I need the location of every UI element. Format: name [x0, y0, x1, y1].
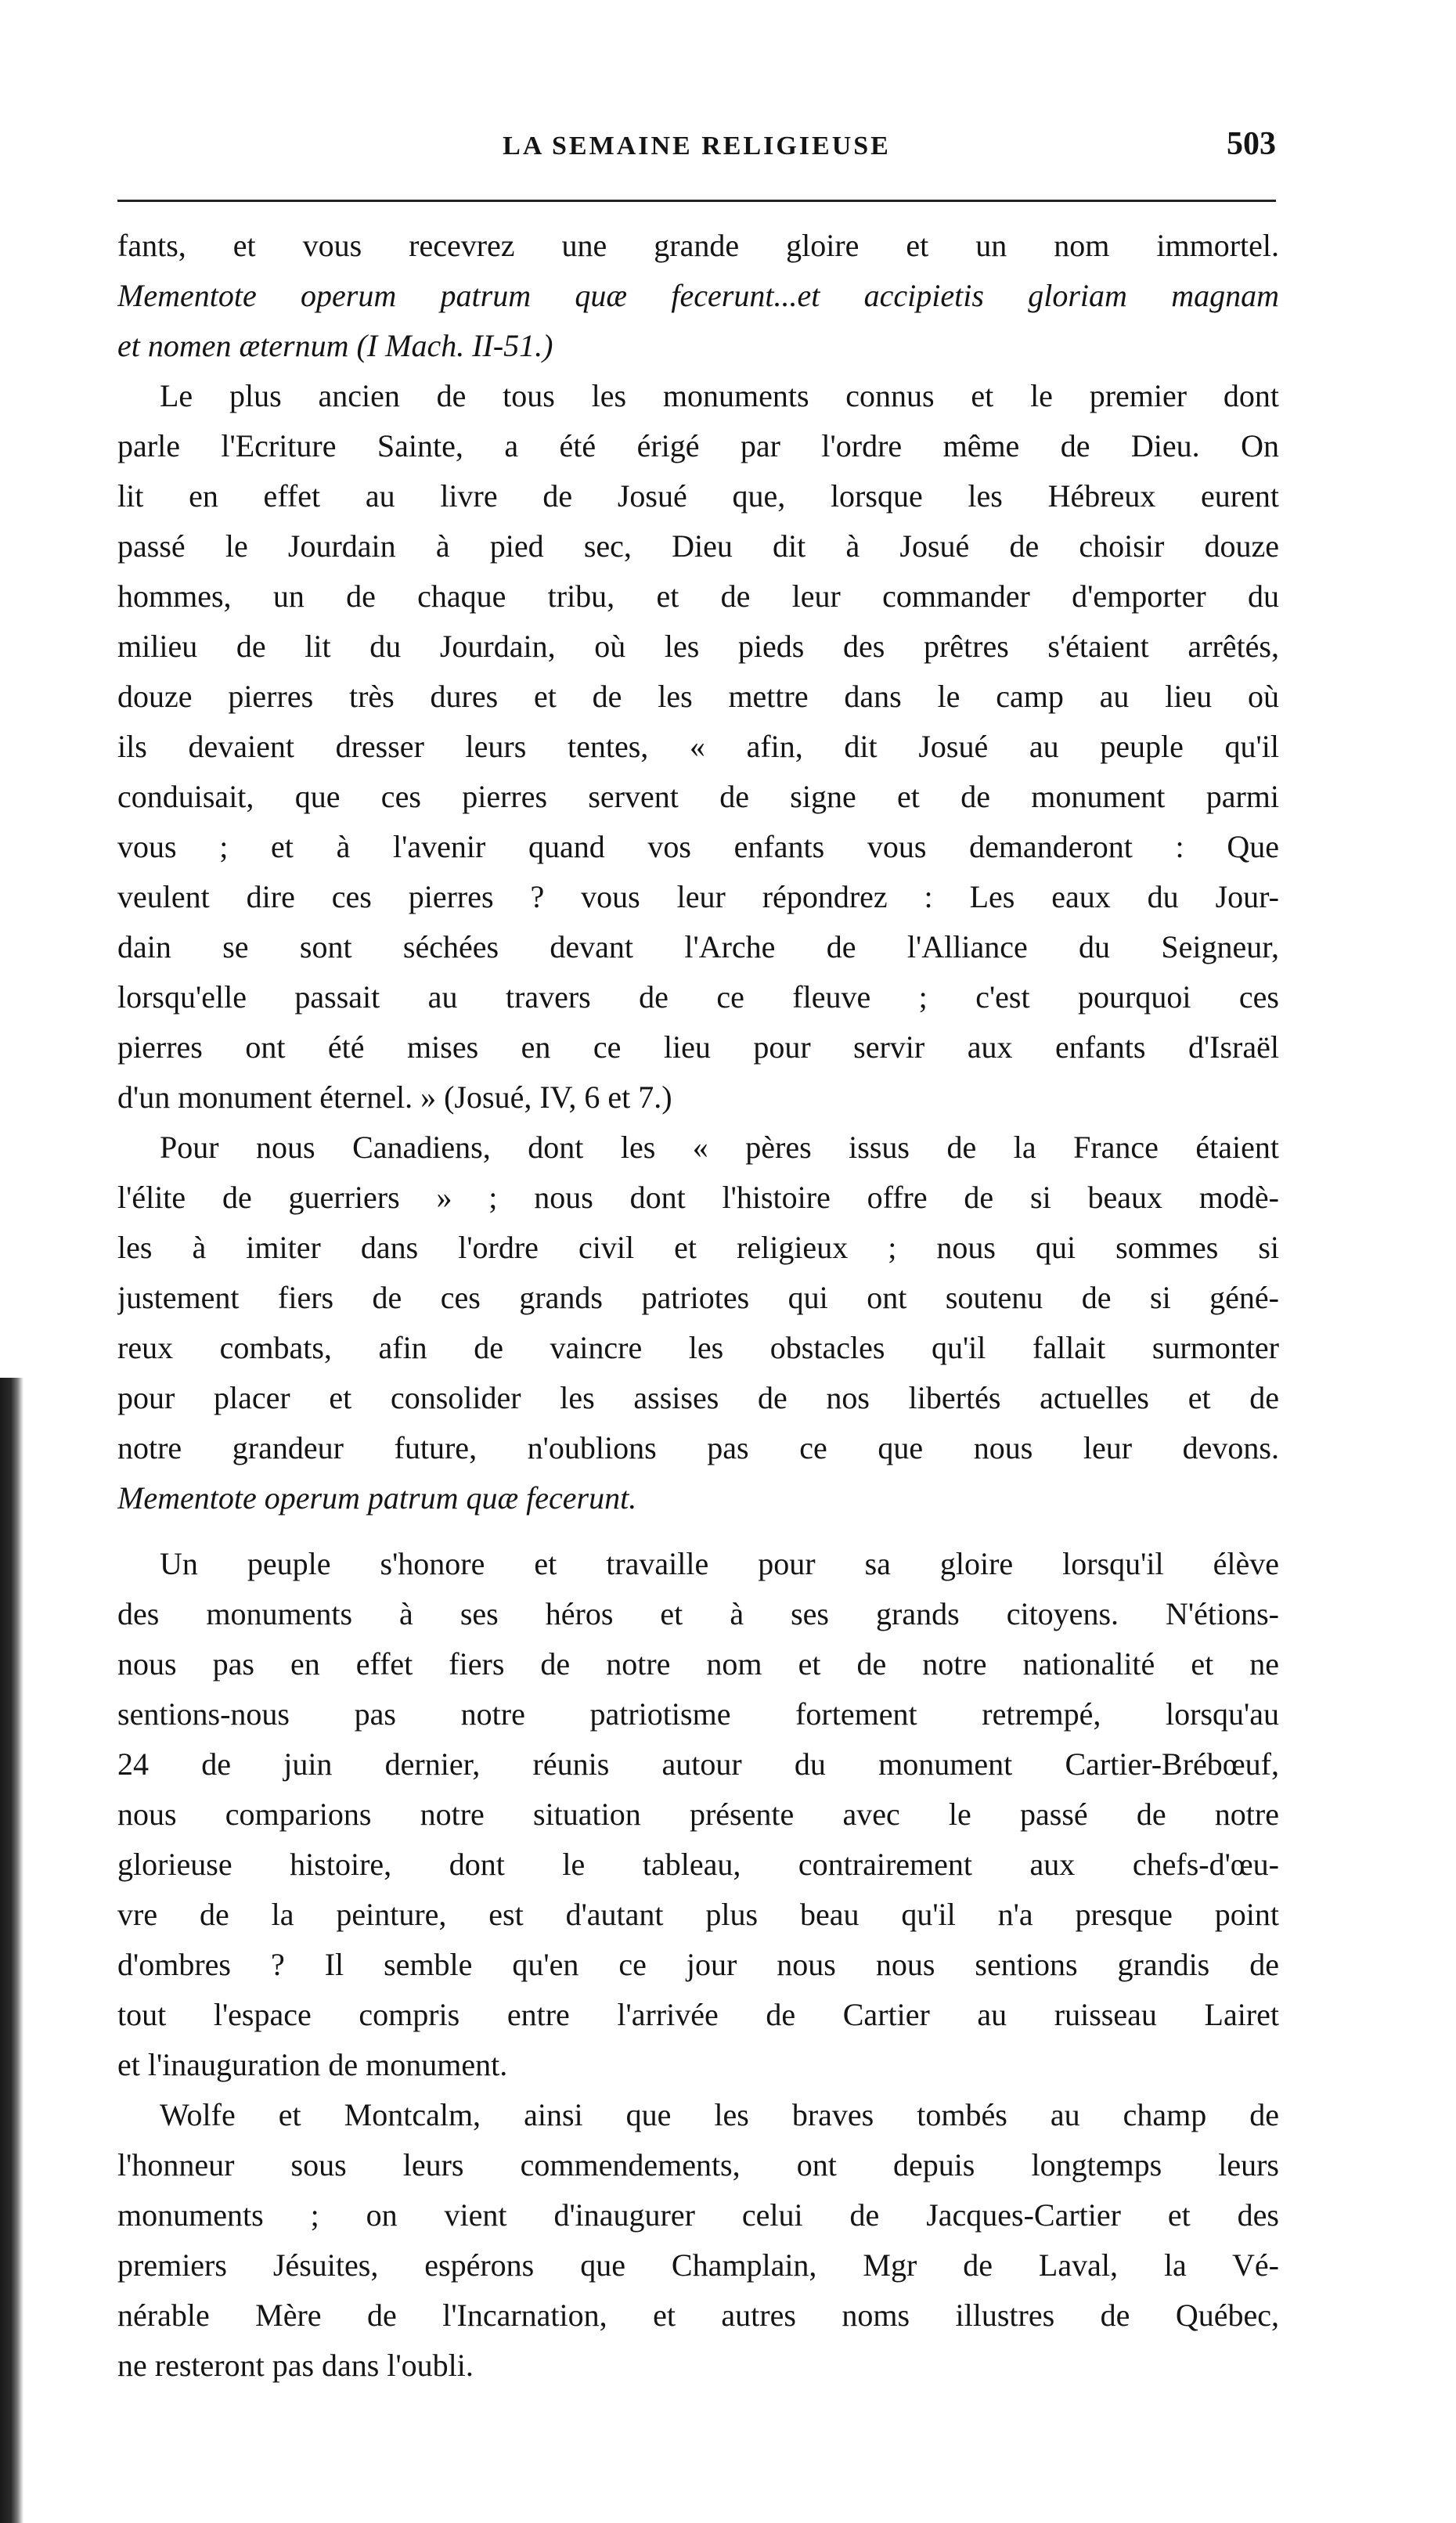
text-line: et l'inauguration de monument. [117, 2047, 508, 2082]
latin-quote-line: et nomen æternum (I Mach. II-51.) [117, 328, 553, 363]
latin-quote-line: Mementote operum patrum quæ fecerunt...et accipietis gloriam magnam [117, 278, 1279, 313]
text-line: douze pierres très dures et de les mettre dans le camp au lieu où [117, 679, 1279, 714]
paragraph-first-line: Wolfe et Montcalm, ainsi que les braves tombés au champ de [160, 2097, 1279, 2132]
text-line: lit en effet au livre de Josué que, lorsque les Hébreux eurent [117, 478, 1279, 514]
text-line: des monuments à ses héros et à ses grands citoyens. N'étions- [117, 1596, 1279, 1631]
text-line: nérable Mère de l'Incarnation, et autres noms illustres de Québec, [117, 2298, 1279, 2333]
text-line: glorieuse histoire, dont le tableau, contrairement aux chefs-d'œu- [117, 1847, 1279, 1882]
text-line: notre grandeur future, n'oublions pas ce que nous leur devons. [117, 1430, 1279, 1465]
text-line: reux combats, afin de vaincre les obstacles qu'il fallait surmonter [117, 1330, 1279, 1365]
text-line: hommes, un de chaque tribu, et de leur commander d'emporter du [117, 578, 1279, 614]
text-line: monuments ; on vient d'inaugurer celui de Jacques-Cartier et des [117, 2197, 1279, 2233]
latin-quote-line: Mementote operum patrum quæ fecerunt. [117, 1480, 637, 1516]
text-line: lorsqu'elle passait au travers de ce fleuve ; c'est pourquoi ces [117, 979, 1279, 1015]
text-line: l'élite de guerriers » ; nous dont l'histoire offre de si beaux modè- [117, 1180, 1279, 1215]
text-line: vous ; et à l'avenir quand vos enfants vous demanderont : Que [117, 829, 1279, 864]
text-line: justement fiers de ces grands patriotes qui ont soutenu de si géné- [117, 1280, 1279, 1315]
text-line: fants, et vous recevrez une grande gloire et un nom immortel. [117, 228, 1279, 263]
text-line: sentions-nous pas notre patriotisme fortement retrempé, lorsqu'au [117, 1696, 1279, 1732]
text-line: dain se sont séchées devant l'Arche de l'Alliance du Seigneur, [117, 929, 1279, 964]
text-line: l'honneur sous leurs commendements, ont depuis longtemps leurs [117, 2147, 1279, 2182]
text-line: tout l'espace compris entre l'arrivée de Cartier au ruisseau Lairet [117, 1997, 1279, 2032]
text-line: les à imiter dans l'ordre civil et religieux ; nous qui sommes si [117, 1230, 1279, 1265]
text-line: vre de la peinture, est d'autant plus beau qu'il n'a presque point [117, 1897, 1279, 1932]
running-header [117, 125, 1276, 180]
text-line: d'un monument éternel. » (Josué, IV, 6 et 7.) [117, 1079, 672, 1115]
text-line: veulent dire ces pierres ? vous leur répondrez : Les eaux du Jour- [117, 879, 1279, 914]
running-title: LA SEMAINE RELIGIEUSE [503, 132, 891, 160]
page-binding-edge [0, 1378, 23, 2523]
text-line: 24 de juin dernier, réunis autour du monument Cartier-Brébœuf, [117, 1746, 1279, 1782]
header-rule [117, 200, 1276, 202]
text-line: pour placer et consolider les assises de nos libertés actuelles et de [117, 1380, 1279, 1415]
page-number: 503 [1227, 126, 1276, 162]
text-line: premiers Jésuites, espérons que Champlain, Mgr de Laval, la Vé- [117, 2247, 1279, 2283]
text-line: d'ombres ? Il semble qu'en ce jour nous nous sentions grandis de [117, 1947, 1279, 1982]
text-body [117, 221, 1279, 2391]
paragraph-first-line: Un peuple s'honore et travaille pour sa gloire lorsqu'il élève [160, 1546, 1279, 1581]
text-line: conduisait, que ces pierres servent de signe et de monument parmi [117, 779, 1279, 814]
text-line: pierres ont été mises en ce lieu pour servir aux enfants d'Israël [117, 1029, 1279, 1065]
text-line: nous pas en effet fiers de notre nom et de notre nationalité et ne [117, 1646, 1279, 1681]
text-line: ne resteront pas dans l'oubli. [117, 2348, 474, 2383]
text-line: passé le Jourdain à pied sec, Dieu dit à Josué de choisir douze [117, 528, 1279, 564]
text-line: milieu de lit du Jourdain, où les pieds des prêtres s'étaient arrêtés, [117, 629, 1279, 664]
paragraph-first-line: Le plus ancien de tous les monuments connus et le premier dont [160, 378, 1279, 413]
paragraph-first-line: Pour nous Canadiens, dont les « pères issus de la France étaient [160, 1130, 1279, 1165]
text-line: nous comparions notre situation présente avec le passé de notre [117, 1797, 1279, 1832]
text-line: ils devaient dresser leurs tentes, « afin, dit Josué au peuple qu'il [117, 729, 1279, 764]
text-line: parle l'Ecriture Sainte, a été érigé par l'ordre même de Dieu. On [117, 428, 1279, 463]
